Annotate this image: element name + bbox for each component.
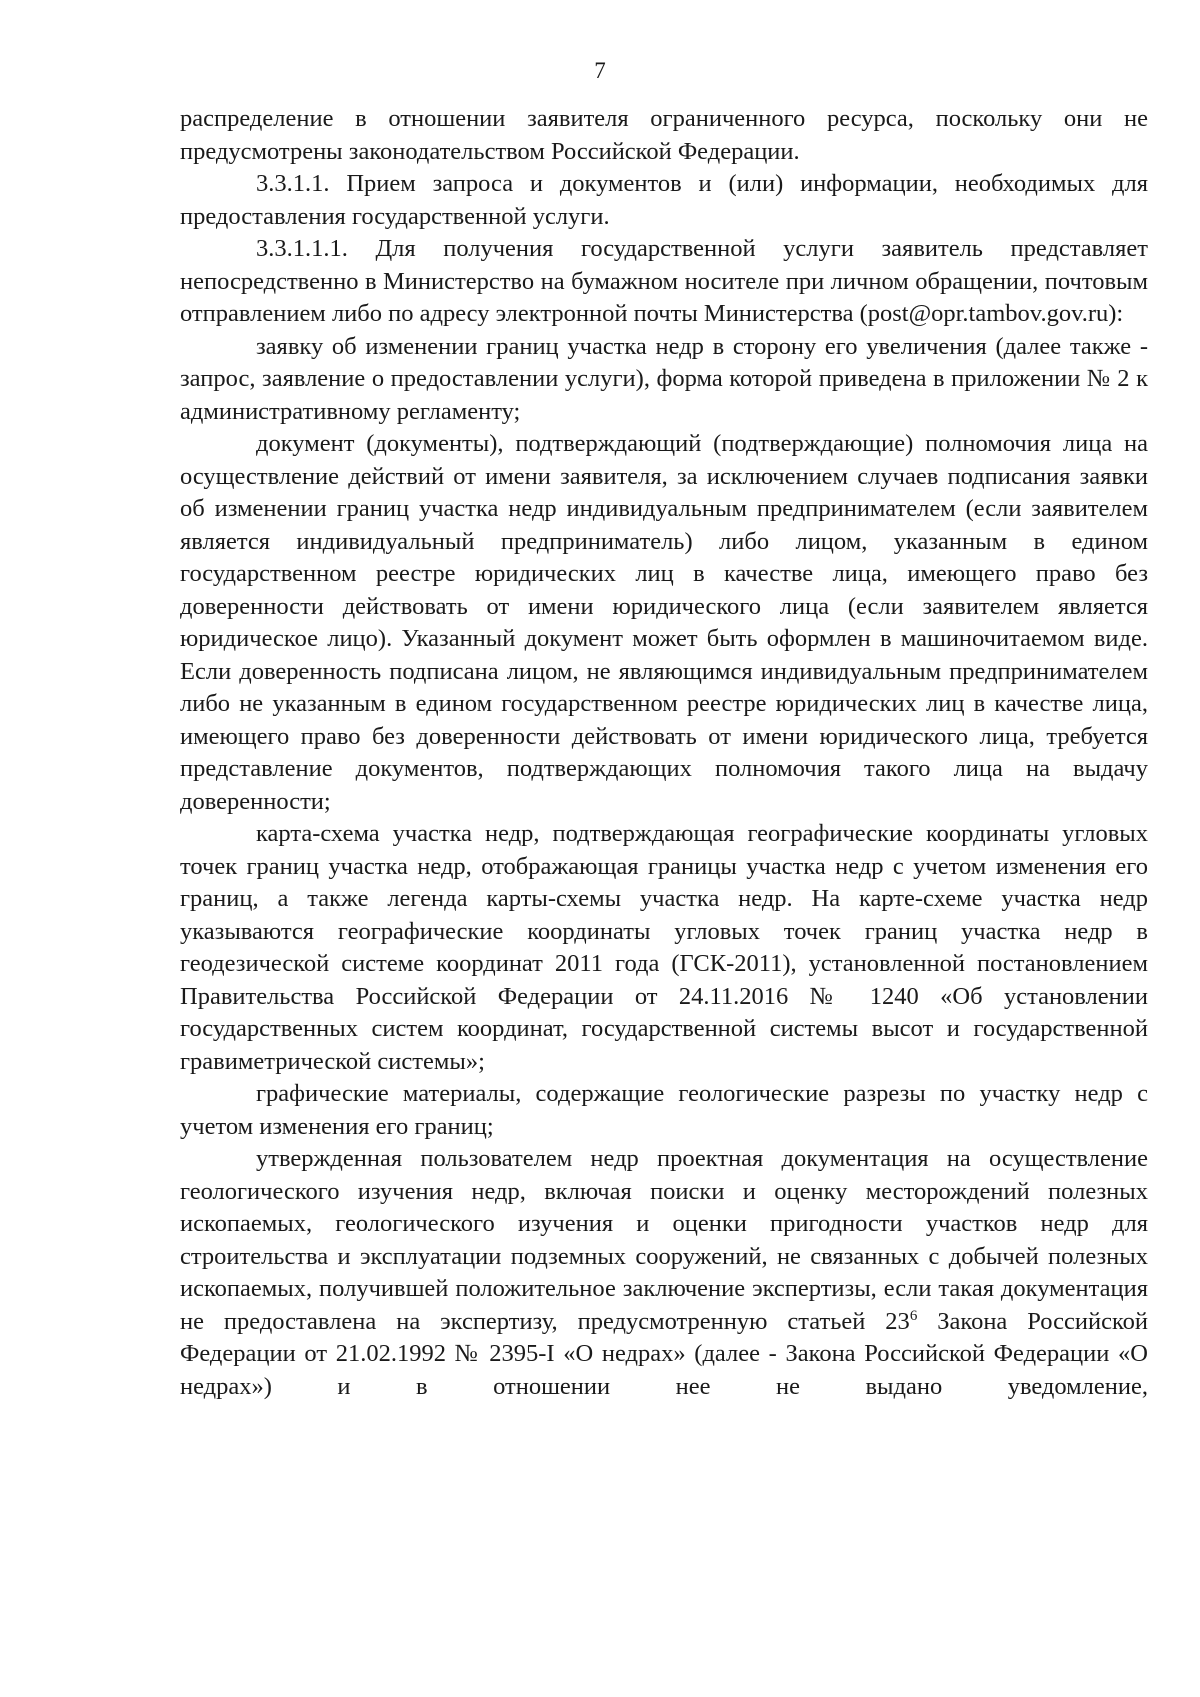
paragraph-project-documentation-text-tail: Закона Российской Федерации от 21.02.1992 № 2395-I «О недрах» (далее - Закона Российской Федерации «О недрах») и в отношении нее не выдано уведомление, [180, 1307, 1148, 1400]
paragraph-section-3-3-1-1: 3.3.1.1. Прием запроса и документов и (или) информации, необходимых для предоставления государственной услуги. [180, 170, 1148, 230]
paragraph-project-documentation-text: утвержденная пользователем недр проектная документация на осуществление геологического изучения недр, включая поиски и оценку месторождений полезных ископаемых, геологического изучения и оценки пригодности участков недр для строительства и эксплуатации подземных сооружений, не связанных с добычей полезных ископаемых, получившей положительное заключение экспертизы, если такая документация не предоставлена на экспертизу, предусмотренную статьей 23 [180, 1145, 1148, 1335]
paragraph-continuation: распределение в отношении заявителя ограниченного ресурса, поскольку они не предусмотрены законодательством Российской Федерации. [180, 105, 1148, 165]
paragraph-section-3-3-1-1-1: 3.3.1.1.1. Для получения государственной услуги заявитель представляет непосредственно в Министерство на бумажном носителе при личном обращении, почтовым отправлением либо по адресу электронной почты Министерства (post@opr.tambov.gov.ru): [180, 235, 1148, 327]
paragraph-map-scheme: карта-схема участка недр, подтверждающая географические координаты угловых точек границ участка недр, отображающая границы участка недр с учетом изменения его границ, а также легенда карты-схемы участка недр. На карте-схеме участка недр указываются географические координаты угловых точек границ участка недр в геодезической системе координат 2011 года (ГСК-2011), установленной постановлением Правительства Российской Федерации от 24.11.2016 № 1240 «Об установлении государственных систем координат, государственной системы высот и государственной гравиметрической системы»; [180, 820, 1148, 1075]
paragraph-application: заявку об изменении границ участка недр в сторону его увеличения (далее также - запрос, заявление о предоставлении услуги), форма которой приведена в приложении № 2 к административному регламенту; [180, 332, 1148, 425]
article-superscript: 6 [909, 1307, 918, 1324]
paragraph-authority-document: документ (документы), подтверждающий (подтверждающие) полномочия лица на осуществление действий от имени заявителя, за исключением случаев подписания заявки об изменении границ участка недр индивидуальным предпринимателем (если заявителем является индивидуальный предприниматель) либо лицом, указанным в едином государственном реестре юридических лиц в качестве лица, имеющего право без доверенности действовать от имени юридического лица (если заявителем является юридическое лицо). Указанный документ может быть оформлен в машиночитаемом виде. Если доверенность подписана лицом, не являющимся индивидуальным предпринимателем либо не указанным в едином государственном реестре юридических лиц в качестве лица, имеющего право без доверенности действовать от имени юридического лица, требуется представление документов, подтверждающих полномочия такого лица на выдачу доверенности; [180, 430, 1148, 815]
paragraph-project-documentation [180, 1143, 1148, 1403]
page-number: 7 [594, 58, 606, 83]
paragraph-graphic-materials: графические материалы, содержащие геологические разрезы по участку недр с учетом изменения его границ; [180, 1080, 1148, 1140]
document-body [180, 103, 1148, 1403]
